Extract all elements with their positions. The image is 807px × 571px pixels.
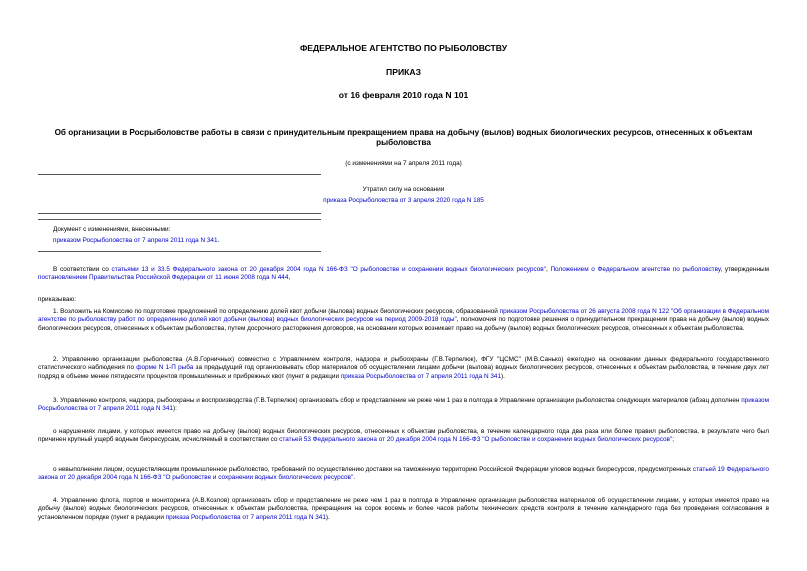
p2-text-2: за предыдущий год организовывать сбор материалов об осуществлении лицами добычи (вылова) водных биологических ресурсов, отнесенных к объектам рыболовства, в течение двух лет подряд в объеме менее пятидесяти процентов промышленных и прибрежных квот (пункт в редакции: [38, 364, 770, 380]
rule-box-top-1: [38, 213, 321, 214]
p3a-text-1: о нарушениях лицами, у которых имеется право на добычу (вылов) водных биологических ресурсов, отнесенных к объектам рыболовства, в течение календарного года два раза или более правил рыболовства, в результате чего был причинен крупный ущерб водным биоресурсам, исчисляемый в соответствии со: [38, 428, 769, 444]
p3-text-2: ):: [172, 405, 177, 413]
status-container: [270, 197, 537, 205]
p3b-link-article-19[interactable]: статьей 19 Федерального закона от 20 декабря 2004 года N 166-ФЗ "О рыболовстве и сохранении водных биологических ресурсов": [38, 466, 769, 482]
preamble-text-2: ,: [545, 266, 551, 273]
p3b-text-2: .: [353, 474, 355, 482]
date-number-heading: от 16 февраля 2010 года N 101: [338, 90, 469, 100]
p4-text-1: 4. Управлению флота, портов и мониторинга (А.В.Козлов) организовать сбор и представление не реже чем 1 раз в полгода в Управление организации рыболовства материалов об осуществлении лицами, у которых имеется право на добычу (вылов) водных биологических ресурсов, отнесенных к объектам рыболовства, прекращения на сорок восемь и более часов работы технических средств контроля в течение календарного года без проведения согласования в установленном порядке (пункт в редакции: [38, 497, 769, 521]
changes-note: (с изменениями на 7 апреля 2011 года): [345, 160, 462, 167]
p3-text-1: 3. Управлению контроля, надзора, рыбоохраны и воспроизводства (Г.В.Терпелюк) организовать сбор и представление не реже чем 1 раз в полгода в Управление организации рыболовства следующих материалов (абзац дополнен: [53, 397, 742, 404]
paragraph-3: [38, 397, 769, 414]
p4-text-2: ).: [325, 513, 330, 521]
paragraph-3a: [38, 428, 769, 445]
p2-text-1: 2. Управлению организации рыболовства (А.В.Горничных) совместно с Управлением контроля, надзора и рыбоохраны (Г.В.Терпелюк), ФГУ "ЦСМС" (М.В.Санько) ежегодно на основании данных федерального государственного статистического наблюдения по: [38, 356, 769, 372]
changes-box-link[interactable]: приказом Росрыболовства от 7 апреля 2011 года N 341: [53, 237, 218, 244]
p2-link-form[interactable]: форме N 1-П рыба: [136, 364, 194, 372]
p4-link-order-341[interactable]: приказа Росрыболовства от 7 апреля 2011 года N 341: [165, 513, 326, 521]
paragraph-2: [38, 356, 769, 381]
paragraph-3b: [38, 466, 769, 483]
changes-box-tail: .: [217, 237, 220, 244]
preamble-paragraph: [38, 266, 769, 283]
preamble-link-decree[interactable]: постановлением Правительства Российской Федерации от 11 июня 2008 года N 444: [38, 274, 289, 282]
preamble-link-regulation[interactable]: Положением о Федеральном агентстве по рыболовству: [550, 266, 721, 273]
document-title: Об организации в Росрыболовстве работы в связи с принудительным прекращением права на добычу (вылов) водных биологических ресурсов, отнесенных к объектам рыболовства: [54, 128, 753, 147]
rule-box-bottom: [38, 251, 321, 252]
doc-type-heading: ПРИКАЗ: [386, 67, 421, 77]
status-line: Утратил силу на основании: [362, 186, 445, 193]
rule-left-top: [38, 174, 321, 175]
p1-text-2: , полномочия по подготовке решения о принудительном прекращении права на добычу (вылов) водных биологических ресурсов, отнесенных к объектам рыболовства, путем досрочного расторжения договоров, на основании которых возникает право на добычу (вылов) водных биологических ресурсов, отнесенных к объектам рыболовства.: [38, 316, 769, 332]
p3a-text-2: ;: [672, 436, 674, 444]
preamble-text-3: , утвержденным: [720, 266, 770, 273]
changes-box-link-line: [53, 237, 333, 245]
p1-link-order-122[interactable]: приказом Росрыболовства от 26 августа 2008 года N 122 "Об организации в Федеральном агентстве по рыболовству работ по определению долей квот добычи (вылова) водных биологических ресурсов на период 2009-2018 годы": [38, 308, 769, 324]
status-link[interactable]: приказа Росрыболовства от 3 апреля 2020 года N 185: [323, 197, 484, 204]
preamble-text-1: В соответствии со: [53, 266, 112, 273]
changes-box-line: Документ с изменениями, внесенными:: [53, 226, 171, 233]
preamble-text-4: ,: [288, 274, 291, 282]
p2-link-order-341[interactable]: приказа Росрыболовства от 7 апреля 2011 года N 341: [340, 372, 502, 380]
p3a-link-article-53[interactable]: статьей 53 Федерального закона от 20 декабря 2004 года N 166-ФЗ "О рыболовстве и сохранении водных биологических ресурсов": [279, 436, 673, 444]
p3b-text-1: о невыполнении лицом, осуществляющим промышленное рыболовство, требований по осуществлению доставки на таможенную территорию Российской Федерации уловов водных биоресурсов, предусмотренных: [53, 466, 693, 473]
rule-box-top-2: [38, 219, 321, 220]
p2-text-3: ).: [501, 372, 505, 380]
preamble-link-articles[interactable]: статьями 13 и 33.5 Федерального закона от 20 декабря 2004 года N 166-ФЗ "О рыболовстве и сохранении водных биологических ресурсов": [111, 266, 546, 273]
p1-text-1: 1. Возложить на Комиссию по подготовке предложений по определению долей квот добычи (вылова) водных биологических ресурсов, образованной: [53, 308, 500, 315]
paragraph-1: [38, 308, 769, 333]
p3-link-order-341[interactable]: приказом Росрыболовства от 7 апреля 2011 года N 341: [38, 397, 769, 413]
agency-heading: ФЕДЕРАЛЬНОЕ АГЕНТСТВО ПО РЫБОЛОВСТВУ: [299, 43, 508, 53]
order-word: приказываю:: [38, 296, 76, 303]
paragraph-4: [38, 497, 769, 522]
